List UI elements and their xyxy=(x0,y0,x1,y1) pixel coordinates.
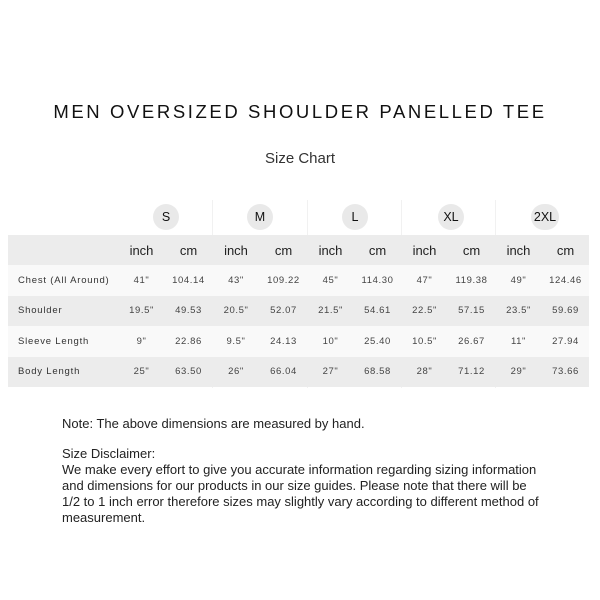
cell: 41" xyxy=(133,274,150,286)
table-row xyxy=(8,326,589,357)
cell: 109.22 xyxy=(267,274,300,286)
size-badge-m: M xyxy=(247,204,273,230)
cell: 26" xyxy=(228,366,244,378)
size-badge-l: L xyxy=(342,204,368,230)
cell: 11" xyxy=(510,335,527,347)
row-label: Body Length xyxy=(18,366,81,378)
cell: 10.5" xyxy=(412,335,437,347)
row-label: Shoulder xyxy=(18,305,63,317)
cell: 68.58 xyxy=(364,366,391,378)
label-header xyxy=(8,235,118,265)
table-row xyxy=(8,296,589,327)
cell: 66.04 xyxy=(270,366,297,378)
unit-cm: cm xyxy=(274,242,293,258)
cell: 24.13 xyxy=(270,335,297,347)
cell: 45" xyxy=(322,274,339,286)
cell: 25.40 xyxy=(364,335,391,347)
unit-cm: cm xyxy=(556,242,575,258)
cell: 20.5" xyxy=(223,305,249,317)
size-chart-table xyxy=(8,235,589,387)
cell: 26.67 xyxy=(458,335,485,347)
cell: 119.38 xyxy=(455,274,488,286)
unit-inch: inch xyxy=(129,242,154,258)
table-row xyxy=(8,357,589,388)
unit-inch: inch xyxy=(224,242,248,258)
cell: 19.5" xyxy=(129,305,154,317)
cell: 10" xyxy=(322,335,339,347)
unit-inch: inch xyxy=(318,242,343,258)
table-row xyxy=(8,265,589,296)
disclaimer-title: Size Disclaimer: xyxy=(62,446,156,461)
size-badges xyxy=(0,204,600,230)
cell: 22.86 xyxy=(175,335,202,347)
measurement-note: Note: The above dimensions are measured by hand. xyxy=(62,416,365,431)
cell: 43" xyxy=(228,274,244,286)
disclaimer-body: We make every effort to give you accurate information regarding sizing information and dimensions for our products in our size guides. Please note that there will be 1/2 to 1 inch error therefore sizes may slightly vary according to different method of measurement. xyxy=(62,462,539,525)
cell: 22.5" xyxy=(412,305,437,317)
size-badge-xl: XL xyxy=(438,204,464,230)
cell: 114.30 xyxy=(361,274,394,286)
cell: 52.07 xyxy=(270,305,297,317)
cell: 9" xyxy=(136,335,147,347)
cell: 54.61 xyxy=(364,305,391,317)
cell: 63.50 xyxy=(175,366,202,378)
size-chart-subtitle: Size Chart xyxy=(264,150,336,167)
cell: 23.5" xyxy=(506,305,531,317)
cell: 9.5" xyxy=(226,335,246,347)
unit-inch: inch xyxy=(412,242,437,258)
cell: 73.66 xyxy=(552,366,579,378)
cell: 57.15 xyxy=(458,305,485,317)
unit-cm: cm xyxy=(368,242,387,258)
cell: 124.46 xyxy=(549,274,582,286)
unit-cm: cm xyxy=(179,242,198,258)
row-label: Chest (All Around) xyxy=(18,274,110,286)
cell: 71.12 xyxy=(458,366,485,378)
notes-section xyxy=(62,416,542,526)
cell: 21.5" xyxy=(318,305,343,317)
cell: 49.53 xyxy=(175,305,202,317)
cell: 49" xyxy=(510,274,527,286)
unit-cm: cm xyxy=(462,242,481,258)
unit-inch: inch xyxy=(506,242,531,258)
cell: 104.14 xyxy=(172,274,205,286)
row-label: Sleeve Length xyxy=(18,335,90,347)
size-badge-s: S xyxy=(153,204,179,230)
cell: 59.69 xyxy=(552,305,579,317)
cell: 47" xyxy=(416,274,433,286)
size-badge-2xl: 2XL xyxy=(531,204,559,230)
cell: 25" xyxy=(133,366,150,378)
page-title: MEN OVERSIZED SHOULDER PANELLED TEE xyxy=(53,101,547,122)
cell: 29" xyxy=(510,366,527,378)
cell: 28" xyxy=(416,366,433,378)
cell: 27" xyxy=(322,366,339,378)
cell: 27.94 xyxy=(552,335,579,347)
unit-header-row xyxy=(8,235,589,265)
